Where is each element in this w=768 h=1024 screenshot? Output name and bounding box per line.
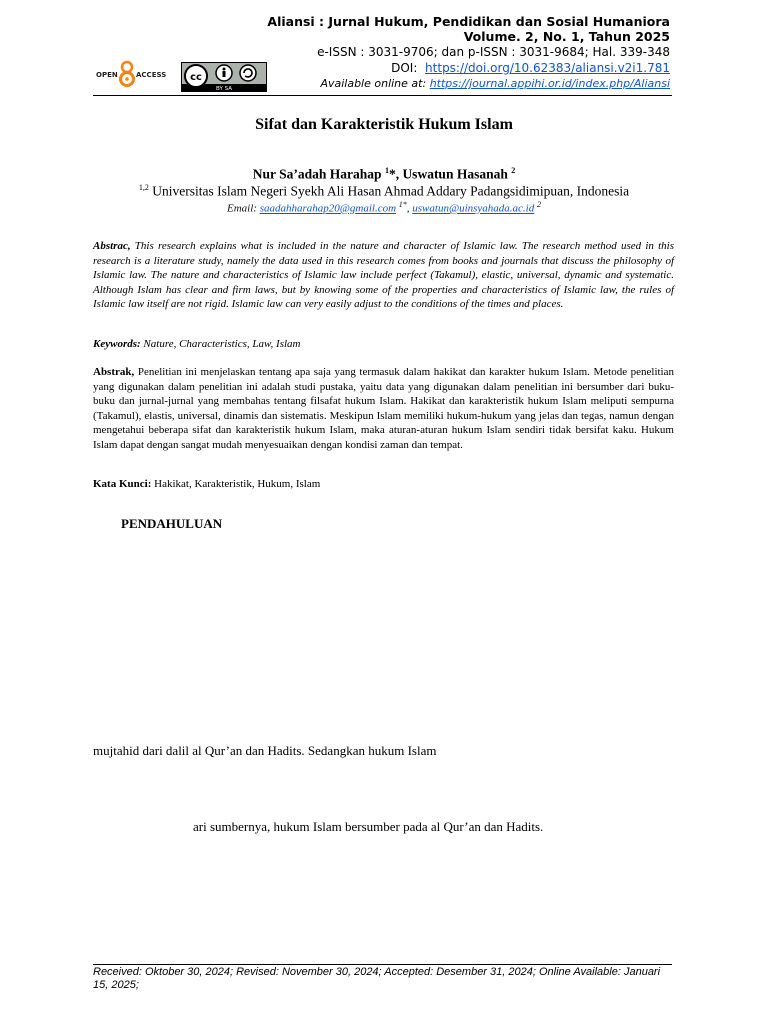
email-line	[0, 200, 768, 215]
paper-title: Sifat dan Karakteristik Hukum Islam	[255, 116, 513, 133]
open-access-logo	[96, 60, 174, 90]
abstract-english	[93, 239, 674, 312]
svg-text:ACCESS: ACCESS	[136, 71, 167, 79]
journal-issn: e-ISSN : 3031-9706; dan p-ISSN : 3031-9684; Hal. 339-348	[317, 45, 670, 59]
keywords-english	[93, 337, 674, 352]
keywords-indonesian-label: Kata Kunci:	[93, 478, 152, 490]
keywords-indonesian-text: Hakikat, Karakteristik, Hukum, Islam	[154, 478, 321, 490]
svg-text:cc: cc	[190, 72, 202, 83]
authors	[0, 166, 768, 183]
keywords-indonesian	[93, 477, 674, 492]
footer-divider	[93, 964, 672, 965]
keywords-english-label: Keywords:	[93, 338, 141, 350]
email-label: Email:	[227, 202, 257, 215]
footer-dates: Received: Oktober 30, 2024; Revised: November 30, 2024; Accepted: Desember 31, 2024; Online Available: Januari 15, 2025;	[93, 966, 661, 991]
email-sep: ,	[406, 202, 410, 215]
affiliation	[0, 183, 768, 200]
svg-text:BY SA: BY SA	[216, 86, 232, 92]
email-link-2[interactable]: uswatun@uinsyahada.ac.id	[412, 202, 535, 215]
author-1: Nur Sa’adah Harahap	[252, 166, 382, 182]
section-heading: PENDAHULUAN	[121, 516, 223, 531]
journal-name: Aliansi : Jurnal Hukum, Pendidikan dan Sosial Humaniora	[267, 14, 670, 29]
doi-label: DOI:	[391, 61, 418, 75]
author-2: *, Uswatun Hasanah	[388, 166, 508, 182]
journal-volume: Volume. 2, No. 1, Tahun 2025	[463, 29, 670, 44]
svg-text:OPEN: OPEN	[96, 71, 118, 79]
affiliation-sup: 1,2	[138, 183, 149, 192]
email-1-sup: 1*	[398, 200, 407, 209]
abstract-english-label: Abstrac,	[93, 240, 131, 252]
online-label: Available online at:	[320, 77, 427, 90]
abstract-indonesian-text: Penelitian ini menjelaskan tentang apa saja yang termasuk dalam hakikat dan karakter hukum Islam. Metode penelitian yang digunakan dalam penelitian ini adalah studi pustaka, yaitu data yang digunakan dalam penelitian ini bersumber dari buku-buku dan jurnal-jurnal yang membahas tentang filsafat hukum Islam. Hakikat dan karakteristik hukum Islam meliputi sempurna (Takamul), elastis, universal, dinamis dan sistematis. Meskipun Islam memiliki hukum-hukum yang jelas dan tegas, namun dengan mengetahui beberapa sifat dan karakteristik hukum Islam, maka aturan-aturan hukum Islam sendiri tidak bersifat kaku. Hukum Islam dapat dengan sangat mudah menyesuaikan dengan kondisi zaman dan tempat.	[93, 366, 674, 451]
email-link-1[interactable]: saadahharahap20@gmail.com	[259, 202, 397, 215]
keywords-english-text: Nature, Characteristics, Law, Islam	[143, 338, 301, 350]
abstract-indonesian-label: Abstrak,	[93, 366, 135, 378]
doi-line	[391, 61, 670, 75]
abstract-indonesian	[93, 365, 674, 453]
email-2-sup: 2	[536, 200, 541, 209]
abstract-english-text: This research explains what is included in the nature and character of Islamic law. The research method used in this research is a literature study, namely the data used in this research comes from books and journals that discuss the philosophy of Islamic law. The nature and characteristics of Islamic law include perfect (Takamul), elastic, universal, dynamic and systematic. Although Islam has clear and firm laws, but by knowing some of the properties and characteristics of Islamic law, the rules of Islamic law itself are not rigid. Islamic law can very easily adjust to the conditions of the times and places.	[93, 240, 674, 311]
cc-by-sa-logo	[181, 62, 267, 92]
doi-link[interactable]: https://doi.org/10.62383/aliansi.v2i1.781	[425, 61, 670, 75]
online-line	[320, 77, 670, 90]
affiliation-text: Universitas Islam Negeri Syekh Ali Hasan Ahmad Addary Padangsidimipuan, Indonesia	[152, 183, 630, 199]
header-divider	[93, 95, 672, 96]
author-1-sup: 1	[384, 166, 389, 175]
body-fragment-1: mujtahid dari dalil al Qur’an dan Hadits. Sedangkan hukum Islam	[93, 743, 437, 758]
online-link[interactable]: https://journal.appihi.or.id/index.php/Aliansi	[429, 77, 670, 90]
body-fragment-2: ari sumbernya, hukum Islam bersumber pada al Qur’an dan Hadits.	[193, 819, 544, 834]
author-2-sup: 2	[511, 166, 516, 175]
